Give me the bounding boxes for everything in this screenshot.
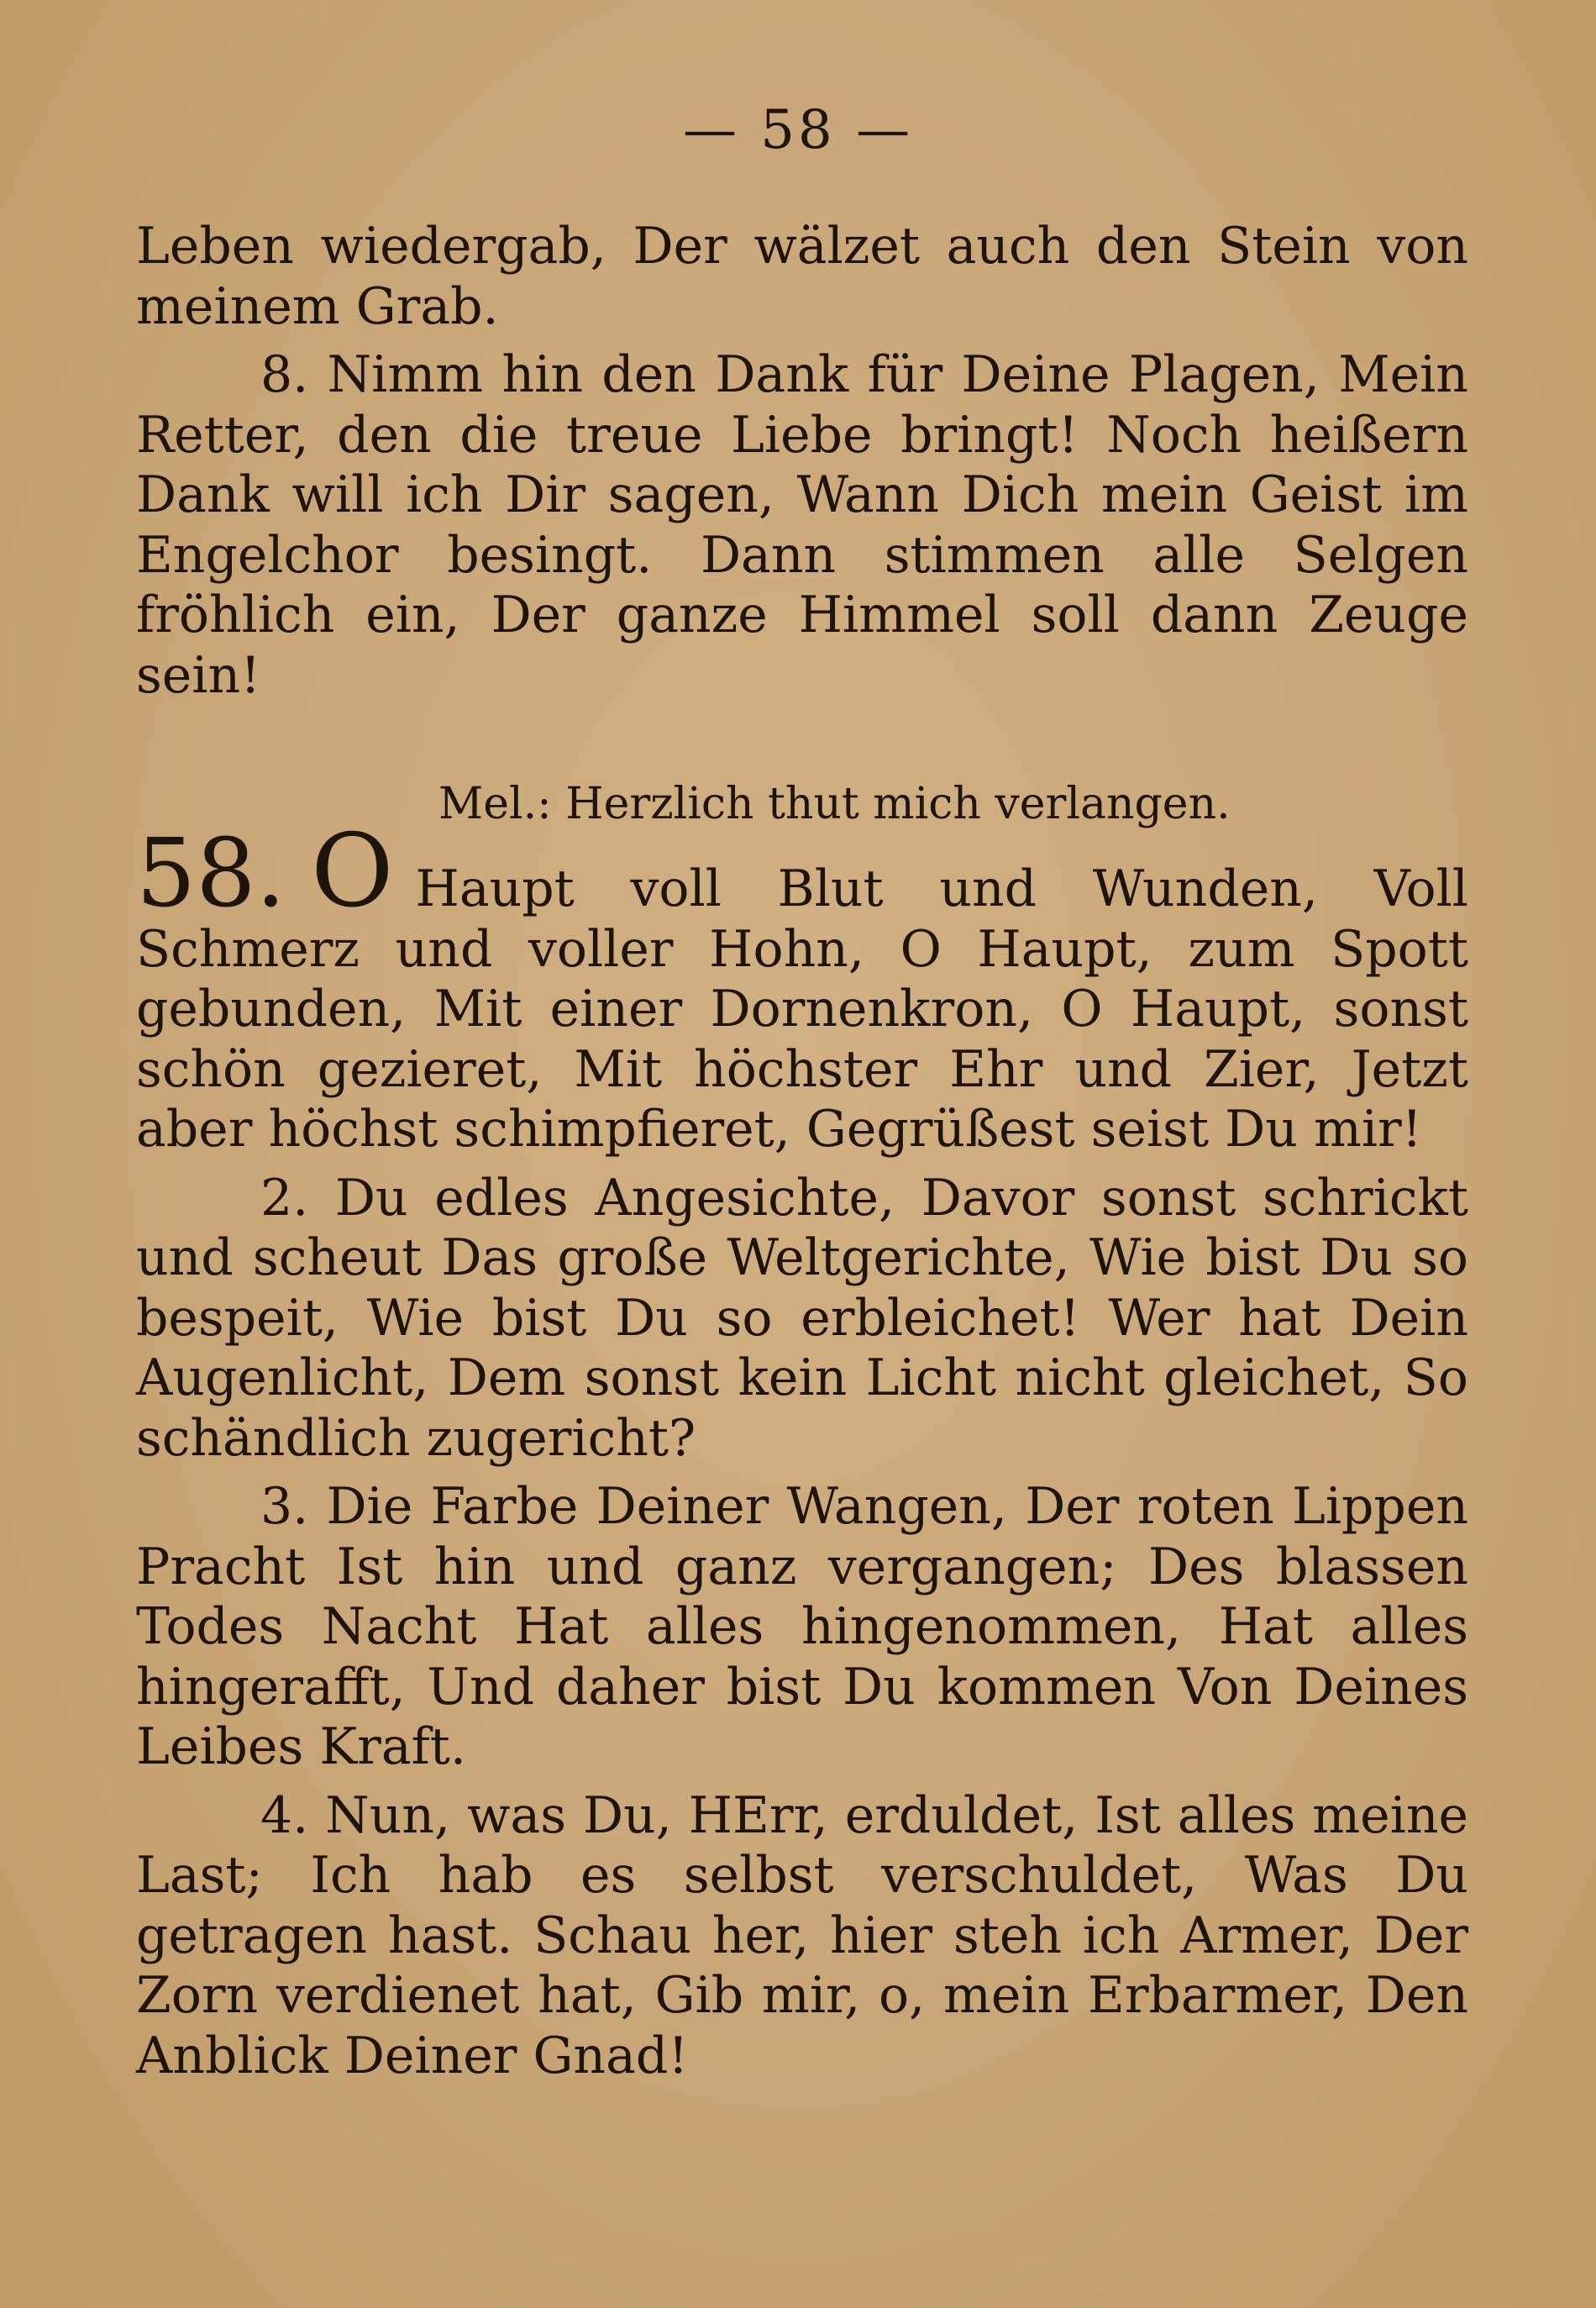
previous-hymn-verse-8: 8. Nimm hin den Dank für Deine Plagen, Mein Retter, den die treue Liebe bringt! Noch heißern Dank will ich Dir sagen, Wann Dich mein Geist im Engelchor besingt. Dann stimmen alle Selgen fröhlich ein, Der ganze Himmel soll dann Zeuge sein!	[136, 345, 1468, 705]
page-number: — 58 —	[682, 99, 914, 161]
hymn-58-verse-4: 4. Nun, was Du, HErr, erduldet, Ist alles meine Last; Ich hab es selbst verschuldet, Was Du getragen hast. Schau her, hier steh ich Armer, Der Zorn verdienet hat, Gib mir, o, mein Erbarmer, Den Anblick Deiner Gnad!	[136, 1785, 1468, 2085]
melody-line: Mel.: Herzlich thut mich verlangen.	[438, 779, 1231, 829]
page-text	[136, 217, 1468, 2086]
hymn-58-verse-1	[136, 813, 1468, 1160]
drop-initial: O	[311, 813, 394, 930]
hymn-58-verse-2: 2. Du edles Angesichte, Davor sonst schrickt und scheut Das große Weltgerichte, Wie bist Du so bespeit, Wie bist Du so erbleichet! Wer hat Dein Augenlicht, Dem sonst kein Licht nicht gleichet, So schändlich zugericht?	[136, 1168, 1468, 1468]
hymn-number: 58.	[136, 819, 286, 928]
hymn-58-verse-1-text: Haupt voll Blut und Wunden, Voll Schmerz und voller Hohn, O Haupt, zum Spott gebunden, Mit einer Dornenkron, O Haupt, sonst schön gezieret, Mit höchster Ehr und Zier, Jetzt aber höchst schimpfieret, Gegrüßest seist Du mir!	[136, 860, 1468, 1159]
hymn-58-verse-3: 3. Die Farbe Deiner Wangen, Der roten Lippen Pracht Ist hin und ganz vergangen; Des blassen Todes Nacht Hat alles hingenommen, Hat alles hingerafft, Und daher bist Du kommen Von Deines Leibes Kraft.	[136, 1477, 1468, 1776]
previous-hymn-ending: Leben wiedergab, Der wälzet auch den Stein von meinem Grab.	[136, 217, 1468, 336]
